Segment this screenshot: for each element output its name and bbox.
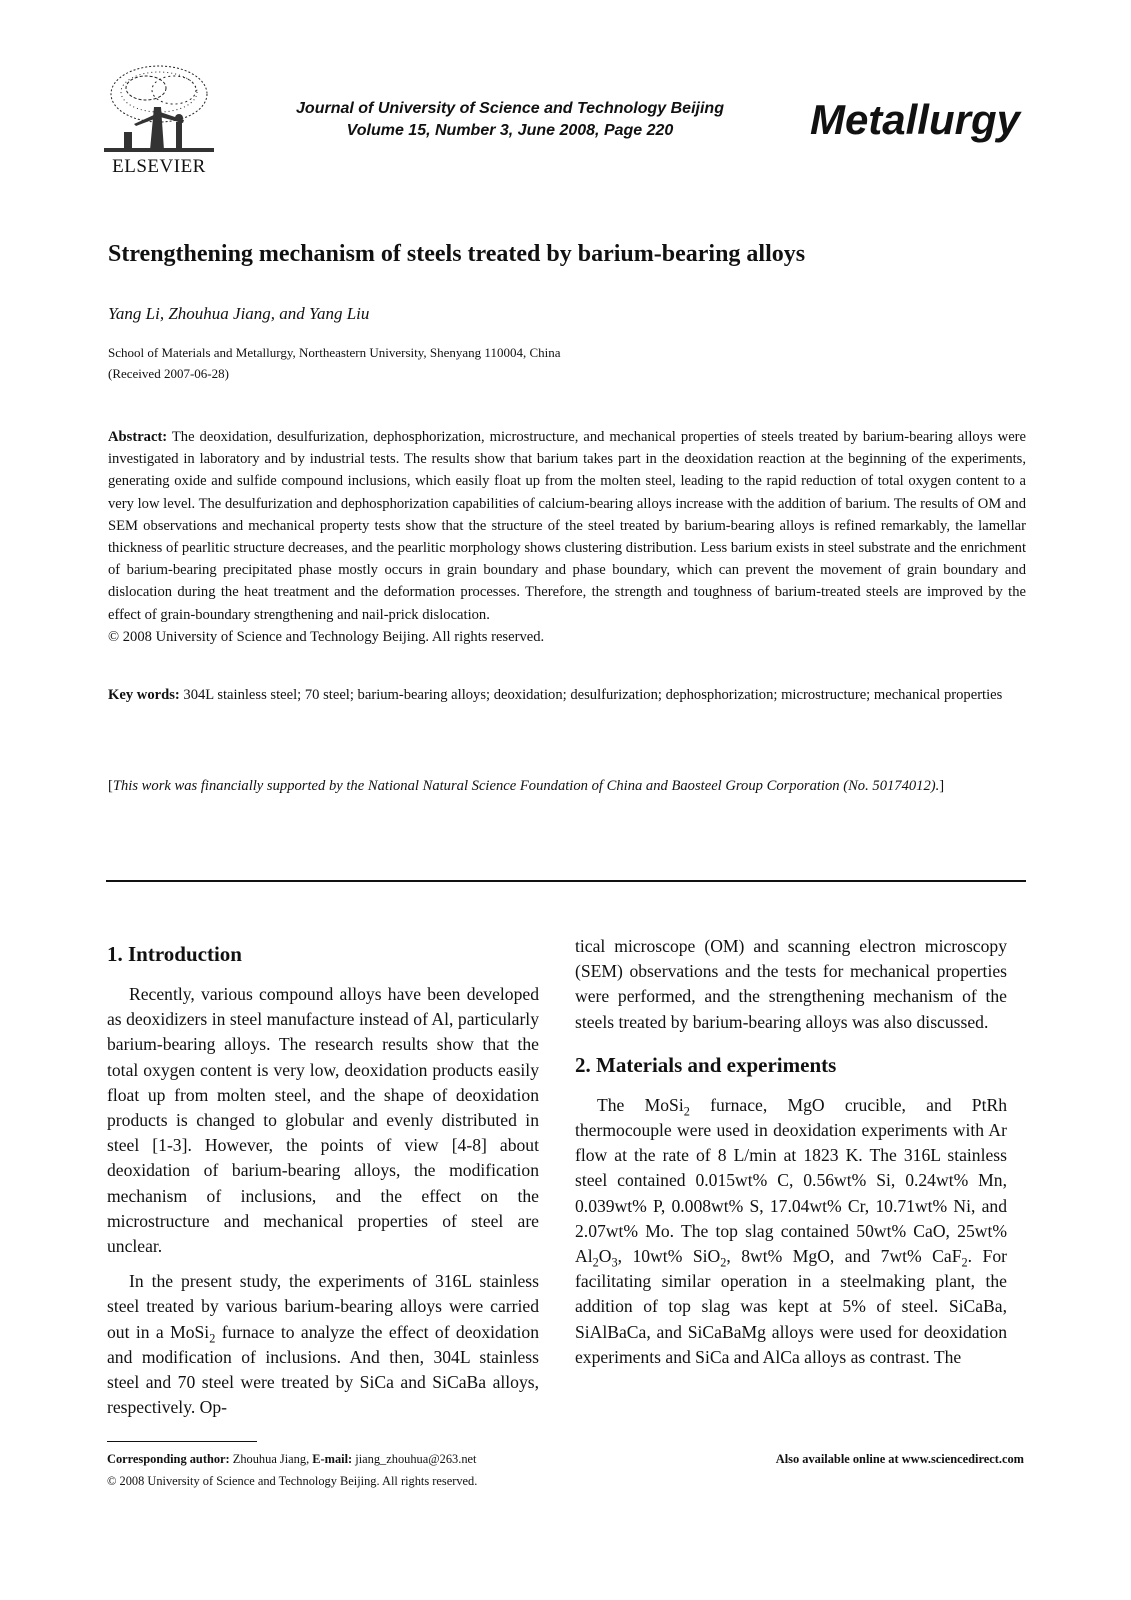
email-address: jiang_zhouhua@263.net — [352, 1452, 477, 1466]
paper-title: Strengthening mechanism of steels treated by barium-bearing alloys — [108, 241, 806, 267]
intro-continuation: tical microscope (OM) and scanning electron microscopy (SEM) observations and the tests for mechanical properties were performed, and the strengthening mechanism of the steels treated by barium-bearing alloys was also discussed. — [575, 936, 1007, 1032]
left-column — [107, 940, 539, 1420]
funding-close-bracket: ] — [939, 778, 945, 794]
materials-paragraph — [575, 1093, 1007, 1370]
intro-p2-subscript: 2 — [209, 1331, 216, 1346]
affiliation-block — [108, 342, 1008, 384]
corresponding-label: Corresponding author: — [107, 1452, 230, 1466]
materials-sub-5: 2 — [961, 1255, 968, 1270]
intro-p2-text-a: In the present study, the experiments of 316L stainless steel treated by various barium-bearing alloys were carried out in a MoSi — [107, 1271, 539, 1342]
email-label: E-mail: — [312, 1452, 353, 1466]
materials-text-4: , 10wt% SiO — [617, 1246, 721, 1267]
corresponding-author — [107, 1448, 607, 1470]
intro-paragraph-1: Recently, various compound alloys have been developed as deoxidizers in steel manufacture instead of Al, particularly barium-bearing alloys. The research results show that the total oxygen content is very low, deoxidation products easily float up from molten steel, and the shape of deoxidation products is changed to globular and evenly distributed in steel [1-3]. However, the points of view [4-8] about deoxidation of barium-bearing alloys, the modification mechanism of inclusions, and the effect on the microstructure and mechanical properties of steel are unclear. — [107, 984, 539, 1257]
intro-paragraph-2 — [107, 1269, 539, 1420]
intro-p2-text-b: furnace to analyze the effect of deoxidation and modification of inclusions. And then, 304L stainless steel and 70 steel were treated by SiCa and SiCaBa alloys, respectively. Op- — [107, 1321, 539, 1418]
materials-sub-4: 2 — [720, 1255, 727, 1270]
materials-text-1: The MoSi — [597, 1094, 684, 1115]
affiliation: School of Materials and Metallurgy, Northeastern University, Shenyang 110004, China — [108, 345, 561, 360]
materials-sub-1: 2 — [683, 1104, 690, 1119]
section-divider — [106, 880, 1026, 882]
abstract-copyright: © 2008 University of Science and Technology Beijing. All rights reserved. — [108, 628, 545, 645]
author-list: Yang Li, Zhouhua Jiang, and Yang Liu — [108, 304, 370, 323]
materials-sub-3: 3 — [611, 1255, 618, 1270]
section-label: Metallurgy — [809, 96, 1020, 143]
tree-of-knowledge-icon — [104, 62, 214, 154]
corresponding-name: Zhouhua Jiang, — [229, 1452, 313, 1466]
keywords-label: Key words: — [108, 687, 180, 703]
abstract-text: The deoxidation, desulfurization, dephosphorization, microstructure, and mechanical properties of steels treated by barium-bearing alloys were investigated in laboratory and by industrial tests. The results show that barium takes part in the deoxidation reaction at the beginning of the experiments, generating oxide and sulfide compound inclusions, which easily float up from the molten steel, leading to the rapid reduction of total oxygen content to a very low level. The desulfurization and dephosphorization capabilities of calcium-bearing alloys increase with the addition of barium. The results of OM and SEM observations and mechanical property tests show that the structure of the steel treated by barium-bearing alloys is refined remarkably, the lamellar thickness of pearlitic structure decreases, and the pearlitic morphology shows clustering distribution. Less barium exists in steel substrate and the enrichment of barium-bearing precipitated phase mostly occurs in grain boundary and phase boundary, which can prevent the movement of grain boundary and dislocation during the heat treatment and the deformation processes. Therefore, the strength and toughness of barium-treated steels are improved by the effect of grain-boundary strengthening and nail-prick dislocation. — [108, 429, 1027, 623]
funding-open-bracket: [ — [108, 778, 113, 794]
journal-info — [250, 98, 770, 142]
right-column — [575, 934, 1007, 1370]
journal-name: Journal of University of Science and Technology Beijing — [296, 100, 724, 117]
intro-heading: 1. Introduction — [107, 942, 242, 966]
received-date: (Received 2007-06-28) — [108, 366, 229, 381]
footnote — [107, 1448, 607, 1492]
materials-text-3: O — [598, 1246, 612, 1267]
materials-sub-2: 2 — [592, 1255, 599, 1270]
abstract-label: Abstract: — [108, 429, 168, 445]
funding-note — [108, 775, 1026, 797]
abstract — [108, 426, 1026, 648]
journal-volume: Volume 15, Number 3, June 2008, Page 220 — [346, 122, 674, 139]
materials-text-5: , 8wt% MgO, and 7wt% CaF — [726, 1246, 962, 1267]
online-availability: Also available online at www.sciencedirect.com — [775, 1452, 1024, 1466]
footnote-rule — [107, 1441, 257, 1442]
funding-text: This work was financially supported by the National Natural Science Foundation of China and Baosteel Group Corporation (No. 50174012). — [112, 778, 940, 794]
elsevier-logo — [104, 62, 214, 180]
materials-text-2: furnace, MgO crucible, and PtRh thermocouple were used in deoxidation experiments with Ar flow at the rate of 8 L/min at 1823 K. The 316L stainless steel contained 0.015wt% C, 0.56wt% Si, 0.24wt% Mn, 0.039wt% P, 0.008wt% S, 17.04wt% Cr, 10.71wt% Ni, and 2.07wt% Mo. The top slag contained 50wt% CaO, 25wt% Al — [575, 1094, 1008, 1267]
materials-text-6: . For facilitating similar operation in a steelmaking plant, the addition of top slag was kept at 5% of steel. SiCaBa, SiAlBaCa, and SiCaBaMg alloys were used for deoxidation experiments and SiCa and AlCa alloys as contrast. The — [575, 1246, 1007, 1367]
footer-copyright: © 2008 University of Science and Technology Beijing. All rights reserved. — [107, 1474, 478, 1488]
publisher-wordmark: ELSEVIER — [112, 156, 206, 177]
keywords — [108, 684, 1026, 706]
keywords-text: 304L stainless steel; 70 steel; barium-bearing alloys; deoxidation; desulfurization; dephosphorization; microstructure; mechanical properties — [183, 687, 1003, 703]
materials-heading: 2. Materials and experiments — [575, 1052, 837, 1077]
